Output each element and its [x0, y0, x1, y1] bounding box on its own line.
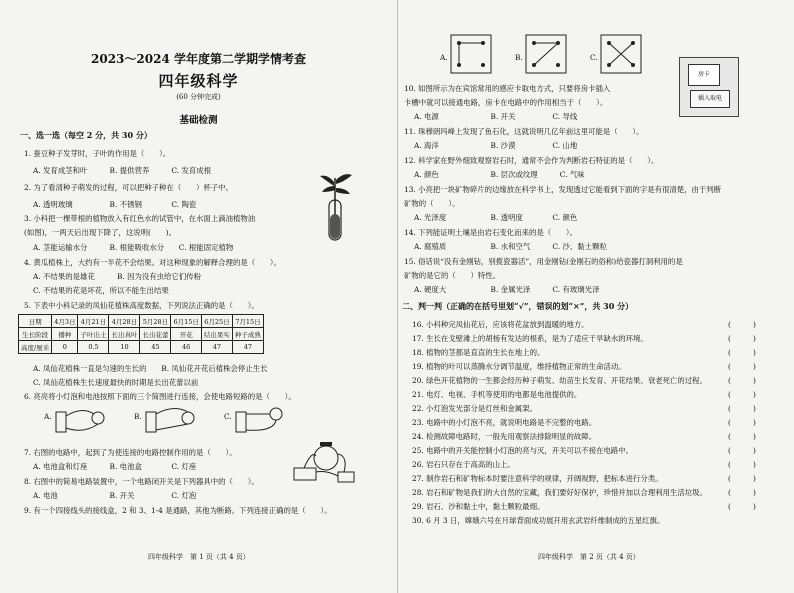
- question-28: 28. 岩石和矿物是我们的大自然的宝藏，我们要好好保护，珍惜并加以合理利用生活垃圾。: [412, 488, 707, 497]
- question-13-cont: 矿物的（ ）。: [404, 199, 460, 208]
- answer-bracket[interactable]: ( ): [728, 432, 756, 441]
- circuit-b-label: B.: [134, 412, 142, 421]
- section-2-heading: 二、判一判（正确的在括号里划“√”，错误的划“×”，共 30 分）: [402, 301, 634, 311]
- question-4-option-ab: A. 不结果的是雄花 B. 因为没有虫给它们传粉: [33, 272, 201, 281]
- part-title: 基础检测: [179, 115, 218, 126]
- question-2-options: A. 透明玻璃 B. 不锈钢 C. 陶瓷: [33, 200, 197, 209]
- option-b-label: B.: [515, 53, 523, 62]
- page-2-footer: 四年级科学 第 2 页（共 4 页）: [538, 553, 640, 561]
- question-5-option-ab: A. 凤仙花植株一直是匀速的生长的 B. 凤仙花开花后植株会停止生长: [33, 364, 268, 373]
- table-cell: 5月28日: [140, 315, 171, 328]
- table-cell: 长出花蕾: [140, 328, 171, 341]
- answer-bracket[interactable]: ( ): [728, 474, 756, 483]
- question-5: 5. 下表中小科记录的凤仙花植株高度数据，下列说法正确的是（ ）。: [24, 301, 259, 310]
- page-2: [397, 0, 794, 593]
- question-30: 30. 6 月 3 日，嫦娥六号在月球背面成功展开用玄武岩纤维制成的五星红旗。: [412, 516, 665, 525]
- table-cell: 6月25日: [201, 315, 232, 328]
- question-8: 8. 右图中的简易电路装置中，一个电路闭开关是下列器具中的（ ）。: [24, 477, 259, 486]
- table-cell: 7月15日: [232, 315, 263, 328]
- question-10: 10. 如图所示为在宾馆常用的感应卡取电方式，只要将房卡插入: [404, 84, 611, 93]
- question-29: 29. 岩石、沙和黏土中，黏土颗粒最细。: [412, 502, 545, 511]
- answer-bracket[interactable]: ( ): [728, 460, 756, 469]
- question-20: 20. 绿色开花植物的一生都会经历种子萌发、幼苗生长发育、开花结果、衰老死亡的过程。: [412, 376, 707, 385]
- exam-title: 2023～2024 学年度第二学期学情考查: [91, 52, 306, 66]
- question-13-options: A. 光泽度 B. 透明度 C. 颜色: [414, 213, 578, 222]
- table-cell: 4月21日: [78, 315, 109, 328]
- table-cell: 结出果实: [201, 328, 232, 341]
- subject-title: 四年级科学: [158, 72, 239, 90]
- question-6: 6. 亮亮将小灯泡和电池按照下面的三个简图进行连接，会使电路短路的是（ ）。: [24, 392, 296, 401]
- question-2: 2. 为了看清种子萌发的过程，可以把种子种在（ ）杯子中。: [24, 183, 233, 192]
- table-cell: 4月3日: [52, 315, 78, 328]
- table-cell: 47: [232, 341, 263, 354]
- time-note: (60 分钟完成): [176, 93, 221, 101]
- table-cell: 0: [52, 341, 78, 354]
- connection-box-a: [450, 34, 492, 74]
- question-26: 26. 岩石只存在于高高的山上。: [412, 460, 515, 469]
- question-12: 12. 科学家在野外细致观察岩石时，通常不会作为判断岩石特征的是（ ）。: [404, 156, 659, 165]
- answer-bracket[interactable]: ( ): [728, 376, 756, 385]
- circuit-c-diagram: [234, 404, 294, 436]
- option-a-label: A.: [440, 53, 448, 62]
- question-17: 17. 生长在戈壁滩上的胡杨有发达的根系，是为了适应干旱缺水的环境。: [412, 334, 648, 343]
- answer-bracket[interactable]: ( ): [728, 362, 756, 371]
- circuit-a-label: A.: [44, 412, 52, 421]
- question-19: 19. 植物的叶可以蒸腾水分调节温度，维持植物正常的生命活动。: [412, 362, 626, 371]
- circuit-c-label: C.: [224, 412, 232, 421]
- connection-box-c: [600, 34, 642, 74]
- question-12-options: A. 颜色 B. 层次或纹理 C. 气味: [414, 170, 585, 179]
- question-15: 15. 俗话说“没有金刚钻，别揽瓷器活”，用金刚钻(金刚石的俗称)给瓷器打洞利用的是: [404, 257, 683, 266]
- table-cell: 47: [201, 341, 232, 354]
- question-4: 4. 黄瓜植株上，大约有一半花不会结果。对这种现象的解释合理的是（ ）。: [24, 258, 281, 267]
- table-cell: 6月15日: [171, 315, 201, 328]
- answer-bracket[interactable]: ( ): [728, 502, 756, 511]
- table-cell: 开花: [171, 328, 201, 341]
- question-24: 24. 检测故障电路时，一般先用观察法排除明显的故障。: [412, 432, 597, 441]
- question-23: 23. 电路中的小灯泡不亮，就说明电路是不完整的电路。: [412, 418, 597, 427]
- question-14: 14. 下列能证明土壤是由岩石变化而来的是（ ）。: [404, 228, 577, 237]
- question-27: 27. 制作岩石和矿物标本时要注意科学的规律，开阔视野，把标本进行分类。: [412, 474, 663, 483]
- answer-bracket[interactable]: ( ): [728, 418, 756, 427]
- question-22: 22. 小灯泡发光部分是灯丝和金属架。: [412, 404, 537, 413]
- option-c-label: C.: [590, 53, 598, 62]
- question-15-cont: 矿物的是它的（ ）特性。: [404, 271, 501, 280]
- question-7-options: A. 电池盒和灯座 B. 电池盒 C. 灯座: [33, 462, 197, 471]
- question-13: 13. 小亮把一块矿物碎片的边缘放在科学书上，发现透过它能看到下面的字是有很清楚，由于判断: [404, 185, 722, 194]
- growth-table: [18, 314, 264, 354]
- answer-bracket[interactable]: ( ): [728, 446, 756, 455]
- table-cell: 46: [171, 341, 201, 354]
- page-1-footer: 四年级科学 第 1 页（共 4 页）: [148, 553, 250, 561]
- table-cell: 10: [109, 341, 140, 354]
- table-cell: 日期: [19, 315, 52, 328]
- table-cell: 播种: [52, 328, 78, 341]
- answer-bracket[interactable]: ( ): [728, 390, 756, 399]
- question-16: 16. 小科种完凤仙花后，应该将花盆放到温暖的地方。: [412, 320, 589, 329]
- question-9: 9. 有一个四接线头的接线盒，2 和 3、1-4 是通路，其他为断路。下列连接正确的是（ ）。: [24, 506, 332, 515]
- question-3-cont: (如图)，一两天后出现下降了，这说明( )。: [24, 228, 176, 237]
- room-card-holder-image: [679, 57, 739, 117]
- table-cell: 种子成熟: [232, 328, 263, 341]
- table-cell: 长出真叶: [109, 328, 140, 341]
- question-5-option-c: C. 凤仙花植株生长速度最快的时期是长出花蕾以前: [33, 378, 199, 387]
- table-cell: 4月28日: [109, 315, 140, 328]
- question-7: 7. 右图的电路中，起到了为使连接的电路控制作用的是（ ）。: [24, 448, 237, 457]
- table-cell: 生长阶段: [19, 328, 52, 341]
- question-15-options: A. 硬度大 B. 金属光泽 C. 有玻璃光泽: [414, 285, 600, 294]
- table-cell: 45: [140, 341, 171, 354]
- question-18: 18. 植物的茎都是直直的生长在地上的。: [412, 348, 545, 357]
- table-row: [19, 315, 264, 328]
- question-11: 11. 珠穆朗玛峰上发现了鱼石化，这就说明几亿年前这里可能是（ ）。: [404, 127, 644, 136]
- answer-bracket[interactable]: ( ): [728, 334, 756, 343]
- answer-bracket[interactable]: ( ): [728, 488, 756, 497]
- question-21: 21. 电灯、电视、手机等使用的电都是电池提供的。: [412, 390, 582, 399]
- card-slot-label: 插入取电: [690, 90, 730, 108]
- question-1: 1. 蚕豆种子发芽时，子叶的作用是（ ）。: [24, 149, 171, 158]
- question-4-option-c: C. 不结果的花是坏花，所以不能生出结果: [33, 286, 169, 295]
- table-row: [19, 328, 264, 341]
- question-11-options: A. 海洋 B. 沙漠 C. 山地: [414, 141, 578, 150]
- answer-bracket[interactable]: ( ): [728, 320, 756, 329]
- circuit-b-diagram: [144, 404, 204, 436]
- section-1-heading: 一、选一选（每空 2 分，共 30 分）: [20, 130, 152, 140]
- table-cell: 子叶出土: [78, 328, 109, 341]
- simple-circuit-icon: [286, 436, 366, 488]
- question-25: 25. 电路中的开关能控制小灯泡的亮与灭，开关可以不接在电路中。: [412, 446, 634, 455]
- answer-bracket[interactable]: ( ): [728, 404, 756, 413]
- question-14-options: A. 腐殖质 B. 水和空气 C. 沙、黏土颗粒: [414, 242, 607, 251]
- room-card: 房卡: [688, 64, 720, 86]
- connection-box-b: [525, 34, 567, 74]
- table-row: [19, 341, 264, 354]
- plant-test-tube-icon: [314, 172, 356, 244]
- answer-bracket[interactable]: ( ): [728, 348, 756, 357]
- question-8-options: A. 电池 B. 开关 C. 灯泡: [33, 491, 197, 500]
- question-10-cont: 卡槽中就可以接通电路，房卡在电路中的作用相当于（ ）。: [404, 98, 608, 107]
- question-10-options: A. 电源 B. 开关 C. 导线: [414, 112, 578, 121]
- circuit-a-diagram: [54, 404, 114, 436]
- question-1-options: A. 发育成茎和叶 B. 提供营养 C. 发育成根: [33, 166, 212, 175]
- question-3: 3. 小科把一棵带根的植物放入有红色水的试管中，在水面上滴油植物油: [24, 214, 256, 223]
- table-cell: 0.5: [78, 341, 109, 354]
- table-cell: 高度/厘米: [19, 341, 52, 354]
- question-3-options: A. 茎能运输水分 B. 根能吸收水分 C. 根能固定植物: [33, 243, 234, 252]
